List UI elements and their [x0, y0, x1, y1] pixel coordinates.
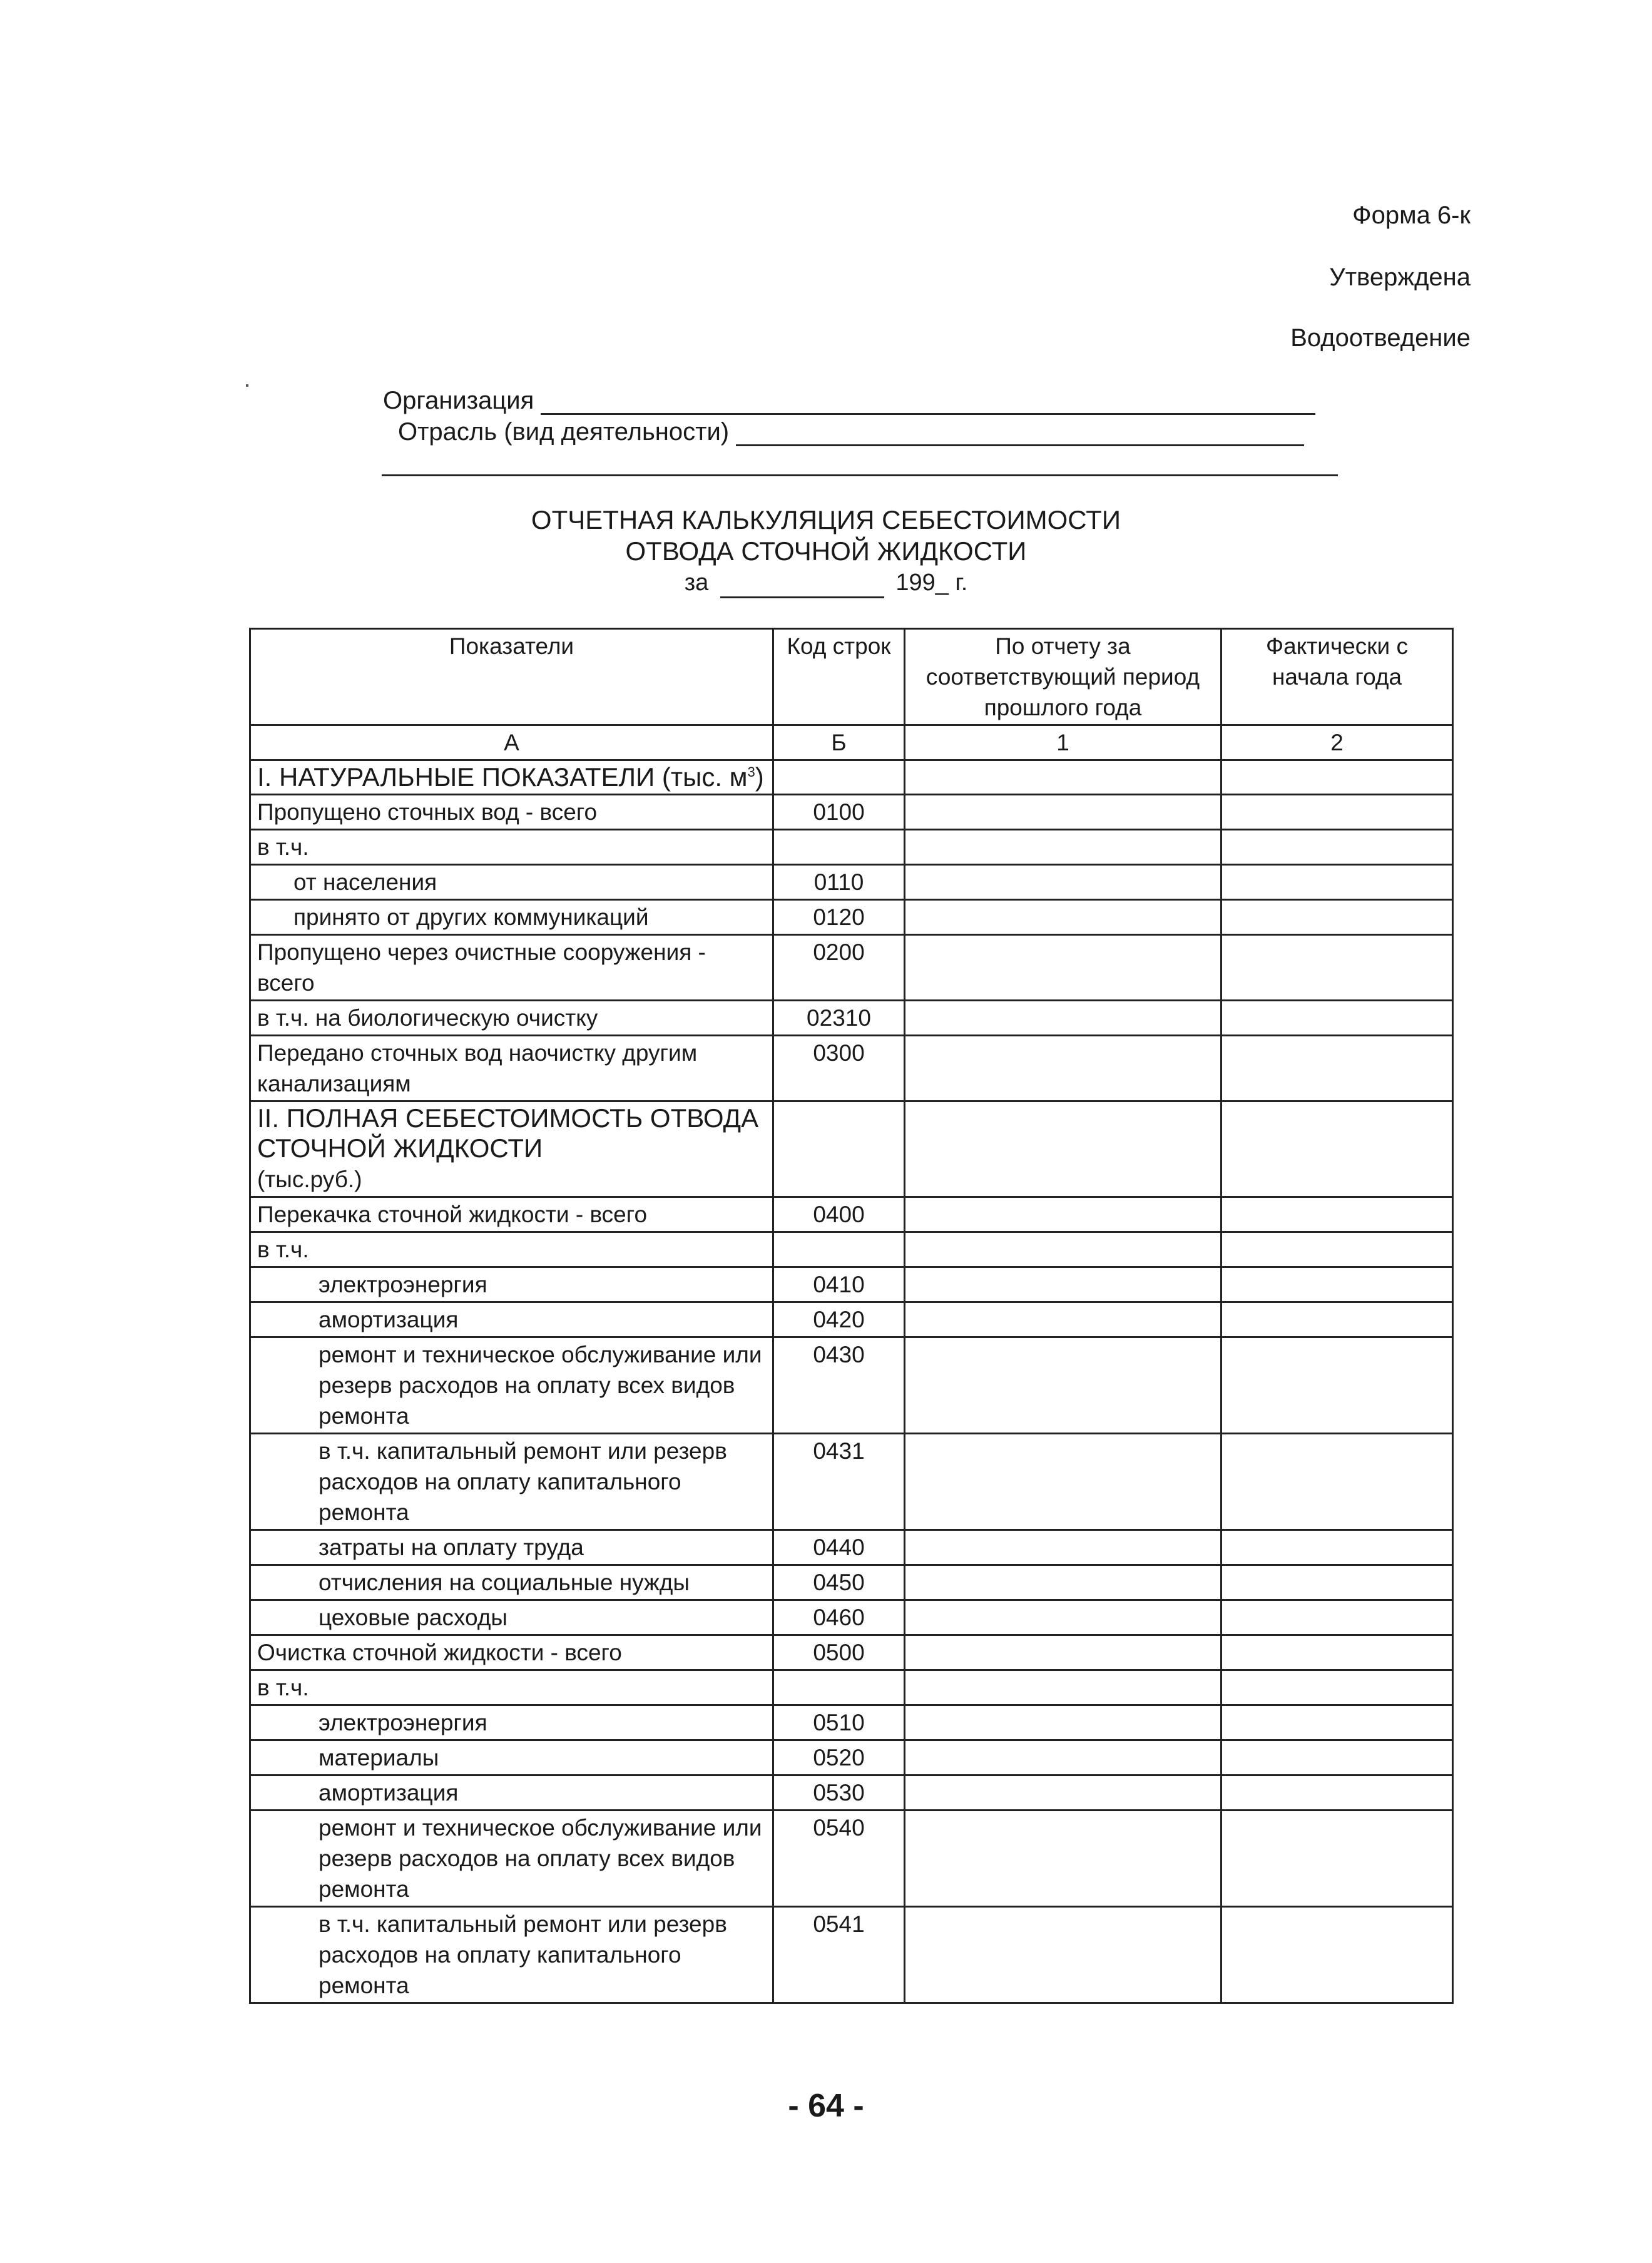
- row-label-text: цеховые расходы: [319, 1605, 507, 1630]
- row-label-text: Перекачка сточной жидкости - всего: [257, 1202, 648, 1227]
- scan-speck: [246, 384, 248, 387]
- row-label: [250, 1600, 773, 1635]
- row-label-text: в т.ч. на биологическую очистку: [257, 1005, 598, 1031]
- cell-prev-period[interactable]: [905, 1740, 1221, 1775]
- report-title-line1: ОТЧЕТНАЯ КАЛЬКУЛЯЦИЯ СЕБЕСТОИМОСТИ: [531, 505, 1121, 534]
- cell-actual[interactable]: [1221, 935, 1453, 1001]
- table-row: [250, 1600, 1453, 1635]
- row-label: [250, 1434, 773, 1530]
- row-label-superscript: 3: [747, 764, 755, 780]
- table-row: [250, 1232, 1453, 1267]
- cell-actual[interactable]: [1221, 1740, 1453, 1775]
- cell-prev-period[interactable]: [905, 1197, 1221, 1232]
- row-label: [250, 830, 773, 865]
- cell-prev-period[interactable]: [905, 935, 1221, 1001]
- cell-prev-period[interactable]: [905, 1635, 1221, 1670]
- row-label: [250, 1565, 773, 1600]
- table-row: [250, 1434, 1453, 1530]
- row-label-text: II. ПОЛНАЯ СЕБЕСТОИМОСТЬ ОТВОДА СТОЧНОЙ ЖИДКОСТИ: [257, 1103, 759, 1163]
- row-label-text: от населения: [293, 869, 437, 895]
- row-label-text: в т.ч. капитальный ремонт или резерв расходов на оплату капитального ремонта: [319, 1911, 727, 1998]
- row-label-unit: (тыс.руб.): [257, 1167, 362, 1192]
- row-label-text: Очистка сточной жидкости - всего: [257, 1640, 622, 1665]
- row-code: 0410: [773, 1267, 905, 1302]
- cell-prev-period[interactable]: [905, 795, 1221, 830]
- col-letter-a: А: [250, 725, 773, 760]
- cell-actual[interactable]: [1221, 1635, 1453, 1670]
- cell-actual[interactable]: [1221, 1267, 1453, 1302]
- cell-prev-period[interactable]: [905, 1811, 1221, 1907]
- category-label: Водоотведение: [1290, 324, 1471, 352]
- cell-actual[interactable]: [1221, 1775, 1453, 1811]
- row-label: [250, 900, 773, 935]
- row-label: [250, 1670, 773, 1705]
- row-code: 0420: [773, 1302, 905, 1337]
- cell-prev-period[interactable]: [905, 1036, 1221, 1101]
- table-row: [250, 900, 1453, 935]
- organization-row: [383, 387, 1315, 415]
- table-row: [250, 1302, 1453, 1337]
- row-code: 0120: [773, 900, 905, 935]
- extra-field-line[interactable]: [382, 474, 1338, 476]
- industry-label: Отрасль (вид деятельности): [398, 418, 730, 446]
- table-row: [250, 1197, 1453, 1232]
- row-code: 0440: [773, 1530, 905, 1565]
- row-label-text: амортизация: [319, 1307, 459, 1332]
- table-row: [250, 1907, 1453, 2003]
- row-label: [250, 1001, 773, 1036]
- cell-actual[interactable]: [1221, 1811, 1453, 1907]
- cell-actual[interactable]: [1221, 1670, 1453, 1705]
- table-header-row: [250, 629, 1453, 725]
- cell-prev-period[interactable]: [905, 1337, 1221, 1434]
- row-code: 0520: [773, 1740, 905, 1775]
- cell-actual[interactable]: [1221, 1705, 1453, 1740]
- header-prev-period: По отчету за соответствующий период прошлого года: [905, 629, 1221, 725]
- row-label: [250, 1907, 773, 2003]
- row-label-text: в т.ч. капитальный ремонт или резерв расходов на оплату капитального ремонта: [319, 1438, 727, 1525]
- row-label-text: принято от других коммуникаций: [293, 904, 649, 930]
- row-label-tail: ): [755, 762, 764, 792]
- row-code: 0540: [773, 1811, 905, 1907]
- cell-prev-period[interactable]: [905, 1232, 1221, 1267]
- cell-prev-period[interactable]: [905, 1670, 1221, 1705]
- table-row: [250, 865, 1453, 900]
- cell-actual[interactable]: [1221, 1530, 1453, 1565]
- cell-prev-period[interactable]: [905, 900, 1221, 935]
- page-number: - 64 -: [788, 2088, 864, 2124]
- header-code: Код строк: [773, 629, 905, 725]
- row-label-text: затраты на оплату труда: [319, 1535, 584, 1560]
- row-label: [250, 1705, 773, 1740]
- row-label-text: материалы: [319, 1745, 439, 1770]
- header-indicators: Показатели: [250, 629, 773, 725]
- cell-prev-period[interactable]: [905, 760, 1221, 795]
- approved-label: Утверждена: [1329, 263, 1471, 291]
- row-label-text: амортизация: [319, 1780, 459, 1806]
- cost-table: [249, 628, 1454, 2004]
- table-row: [250, 830, 1453, 865]
- cell-actual[interactable]: [1221, 1232, 1453, 1267]
- row-code: 0200: [773, 935, 905, 1001]
- row-code: 0510: [773, 1705, 905, 1740]
- cell-prev-period[interactable]: [905, 1101, 1221, 1197]
- row-label: [250, 1811, 773, 1907]
- period-suffix: 199_ г.: [895, 570, 968, 596]
- organization-field[interactable]: [541, 388, 1315, 415]
- cell-actual[interactable]: [1221, 1036, 1453, 1101]
- row-code: 0460: [773, 1600, 905, 1635]
- row-label-text: ремонт и техническое обслуживание или резерв расходов на оплату всех видов ремонта: [319, 1342, 762, 1429]
- cell-prev-period[interactable]: [905, 1600, 1221, 1635]
- table-row: [250, 1267, 1453, 1302]
- column-letter-row: [250, 725, 1453, 760]
- row-label: [250, 1267, 773, 1302]
- table-row: [250, 1670, 1453, 1705]
- row-label-text: в т.ч.: [257, 1237, 309, 1262]
- cell-actual[interactable]: [1221, 1197, 1453, 1232]
- row-code: 0530: [773, 1775, 905, 1811]
- row-code: [773, 830, 905, 865]
- table-row: [250, 1775, 1453, 1811]
- row-code: 0431: [773, 1434, 905, 1530]
- cell-actual[interactable]: [1221, 1337, 1453, 1434]
- col-letter-2: 2: [1221, 725, 1453, 760]
- cell-prev-period[interactable]: [905, 830, 1221, 865]
- row-code: 0541: [773, 1907, 905, 2003]
- row-code: 0300: [773, 1036, 905, 1101]
- cell-prev-period[interactable]: [905, 1302, 1221, 1337]
- col-letter-b: Б: [773, 725, 905, 760]
- form-number: Форма 6-к: [1352, 202, 1471, 229]
- table-row: [250, 1036, 1453, 1101]
- cell-prev-period[interactable]: [905, 865, 1221, 900]
- cell-actual[interactable]: [1221, 1434, 1453, 1530]
- period-field[interactable]: [720, 575, 884, 598]
- period-prefix: за: [684, 570, 709, 596]
- cell-actual[interactable]: [1221, 865, 1453, 900]
- row-label: [250, 1232, 773, 1267]
- table-row: [250, 760, 1453, 795]
- row-code: [773, 1101, 905, 1197]
- row-label: [250, 1101, 773, 1197]
- report-period: [0, 567, 1652, 598]
- row-label-text: Пропущено сточных вод - всего: [257, 799, 598, 825]
- row-code: 0450: [773, 1565, 905, 1600]
- row-code: 0430: [773, 1337, 905, 1434]
- row-label-text: электроэнергия: [319, 1710, 487, 1735]
- row-code: [773, 1232, 905, 1267]
- header-actual: Фактически с начала года: [1221, 629, 1453, 725]
- row-label-text: в т.ч.: [257, 834, 309, 860]
- row-code: 0100: [773, 795, 905, 830]
- row-label: [250, 865, 773, 900]
- industry-row: [398, 418, 1304, 446]
- table-row: [250, 1811, 1453, 1907]
- table-row: [250, 1001, 1453, 1036]
- cell-prev-period[interactable]: [905, 1565, 1221, 1600]
- cell-actual[interactable]: [1221, 760, 1453, 795]
- cell-prev-period[interactable]: [905, 1434, 1221, 1530]
- row-label-text: отчисления на социальные нужды: [319, 1570, 690, 1595]
- cell-actual[interactable]: [1221, 900, 1453, 935]
- table-row: [250, 1530, 1453, 1565]
- row-label-text: ремонт и техническое обслуживание или резерв расходов на оплату всех видов ремонта: [319, 1815, 762, 1902]
- row-code: [773, 760, 905, 795]
- organization-label: Организация: [383, 387, 534, 414]
- table-row: [250, 1565, 1453, 1600]
- cell-actual[interactable]: [1221, 830, 1453, 865]
- row-code: [773, 1670, 905, 1705]
- cell-prev-period[interactable]: [905, 1001, 1221, 1036]
- row-code: 0400: [773, 1197, 905, 1232]
- cell-prev-period[interactable]: [905, 1775, 1221, 1811]
- row-label-text: электроэнергия: [319, 1272, 487, 1297]
- row-label: [250, 1197, 773, 1232]
- cell-actual[interactable]: [1221, 1565, 1453, 1600]
- row-label: [250, 1530, 773, 1565]
- cell-actual[interactable]: [1221, 1302, 1453, 1337]
- cell-actual[interactable]: [1221, 1907, 1453, 2003]
- table-row: [250, 795, 1453, 830]
- row-code: 0500: [773, 1635, 905, 1670]
- row-label-text: I. НАТУРАЛЬНЫЕ ПОКАЗАТЕЛИ (тыс. м: [257, 762, 748, 792]
- row-label: [250, 760, 773, 795]
- table-row: [250, 1101, 1453, 1197]
- row-label: [250, 795, 773, 830]
- row-code: 02310: [773, 1001, 905, 1036]
- row-code: 0110: [773, 865, 905, 900]
- table-row: [250, 1705, 1453, 1740]
- col-letter-1: 1: [905, 725, 1221, 760]
- report-title-line2: ОТВОДА СТОЧНОЙ ЖИДКОСТИ: [625, 536, 1027, 566]
- row-label: [250, 1635, 773, 1670]
- cell-actual[interactable]: [1221, 1600, 1453, 1635]
- row-label: [250, 1775, 773, 1811]
- table-row: [250, 1337, 1453, 1434]
- cell-actual[interactable]: [1221, 795, 1453, 830]
- cell-actual[interactable]: [1221, 1001, 1453, 1036]
- cell-prev-period[interactable]: [905, 1907, 1221, 2003]
- cell-prev-period[interactable]: [905, 1267, 1221, 1302]
- row-label: [250, 935, 773, 1001]
- table-row: [250, 1635, 1453, 1670]
- industry-field[interactable]: [736, 419, 1304, 446]
- row-label-text: Передано сточных вод наочистку другим канализациям: [257, 1040, 698, 1096]
- row-label: [250, 1740, 773, 1775]
- row-label: [250, 1337, 773, 1434]
- row-label-text: Пропущено через очистные сооружения - всего: [257, 939, 706, 996]
- cell-prev-period[interactable]: [905, 1530, 1221, 1565]
- table-row: [250, 935, 1453, 1001]
- table-row: [250, 1740, 1453, 1775]
- row-label: [250, 1036, 773, 1101]
- row-label-text: в т.ч.: [257, 1675, 309, 1700]
- row-label: [250, 1302, 773, 1337]
- cell-prev-period[interactable]: [905, 1705, 1221, 1740]
- cell-actual[interactable]: [1221, 1101, 1453, 1197]
